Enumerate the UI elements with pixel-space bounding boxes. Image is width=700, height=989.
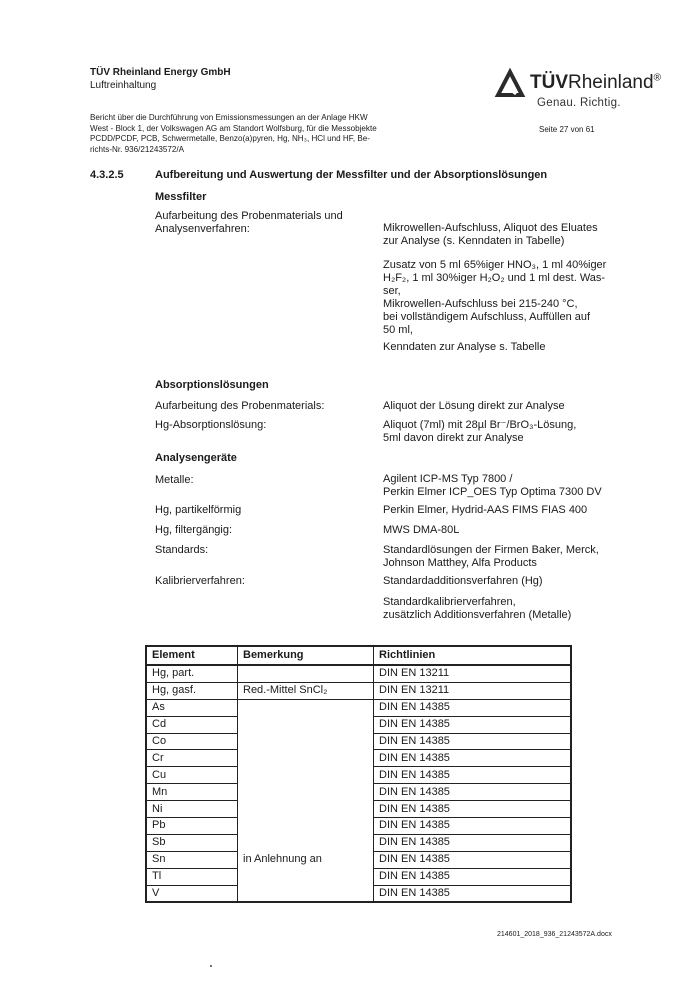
cell-element: Cr xyxy=(146,750,238,767)
geraete-standards-value: Standardlösungen der Firmen Baker, Merck, Johnson Matthey, Alfa Products xyxy=(383,544,599,569)
table-row xyxy=(146,733,571,750)
page-number: Seite 27 von 61 xyxy=(539,125,595,134)
cell-element: Hg, part. xyxy=(146,665,238,682)
geraete-kalib-value-1: Standardadditionsverfahren (Hg) xyxy=(383,575,543,587)
cell-element: As xyxy=(146,699,238,716)
table-row xyxy=(146,851,571,868)
report-line: PCDD/PCDF, PCB, Schwermetalle, Benzo(a)pyren, Hg, NH₃, HCl und HF, Be- xyxy=(90,134,370,144)
geraete-hg-filt-label: Hg, filtergängig: xyxy=(155,524,233,536)
report-line: West - Block 1, der Volkswagen AG am Standort Wolfsburg, für die Messobjekte xyxy=(90,123,377,133)
tuv-brand-name: TÜVRheinland® xyxy=(530,72,661,93)
messfilter-heading: Messfilter xyxy=(155,191,207,203)
absorption-hg-label: Hg-Absorptionslösung: xyxy=(155,419,267,431)
table-row xyxy=(146,784,571,801)
table-row xyxy=(146,767,571,784)
analysis-table xyxy=(145,645,572,903)
geraete-standards-label: Standards: xyxy=(155,544,209,556)
cell-element: Cu xyxy=(146,767,238,784)
cell-element: Mn xyxy=(146,784,238,801)
tuv-slogan: Genau. Richtig. xyxy=(537,97,621,109)
geraete-hg-part-value: Perkin Elmer, Hydrid-AAS FIMS FIAS 400 xyxy=(383,504,588,516)
cell-richtlinie: DIN EN 14385 xyxy=(374,699,572,716)
cell-bemerkung: in Anlehnung an xyxy=(238,851,374,868)
table-header-row xyxy=(146,646,571,665)
cell-richtlinie: DIN EN 14385 xyxy=(374,851,572,868)
table-row xyxy=(146,834,571,851)
table-row xyxy=(146,868,571,885)
table-row xyxy=(146,716,571,733)
department-name: Luftreinhaltung xyxy=(90,80,157,91)
cell-bemerkung xyxy=(238,750,374,767)
messfilter-kenndaten: Kenndaten zur Analyse s. Tabelle xyxy=(383,341,546,353)
cell-richtlinie: DIN EN 14385 xyxy=(374,868,572,885)
table-row xyxy=(146,699,571,716)
cell-element: Pb xyxy=(146,818,238,835)
table-row xyxy=(146,665,571,682)
cell-bemerkung xyxy=(238,818,374,835)
geraete-metalle-label: Metalle: xyxy=(155,474,194,486)
cell-richtlinie: DIN EN 13211 xyxy=(374,665,572,682)
company-name: TÜV Rheinland Energy GmbH xyxy=(90,67,231,78)
scan-speck xyxy=(210,965,212,967)
column-header-richtlinien: Richtlinien xyxy=(374,646,572,665)
cell-bemerkung xyxy=(238,784,374,801)
cell-bemerkung xyxy=(238,716,374,733)
cell-richtlinie: DIN EN 14385 xyxy=(374,834,572,851)
cell-richtlinie: DIN EN 14385 xyxy=(374,885,572,902)
cell-richtlinie: DIN EN 14385 xyxy=(374,784,572,801)
cell-element: Cd xyxy=(146,716,238,733)
cell-bemerkung: Red.-Mittel SnCl₂ xyxy=(238,682,374,699)
footer-filename: 214601_2018_936_21243572A.docx xyxy=(497,931,612,938)
cell-bemerkung xyxy=(238,834,374,851)
table-row xyxy=(146,682,571,699)
table-row xyxy=(146,885,571,902)
absorption-prep-value: Aliquot der Lösung direkt zur Analyse xyxy=(383,400,565,412)
report-description xyxy=(90,113,450,156)
section-title: Aufbereitung und Auswertung der Messfilter und der Absorptionslösungen xyxy=(155,169,548,181)
section-number: 4.3.2.5 xyxy=(90,169,124,181)
cell-bemerkung xyxy=(238,868,374,885)
geraete-kalib-value-2: Standardkalibrierverfahren, zusätzlich Additionsverfahren (Metalle) xyxy=(383,596,572,621)
cell-element: Hg, gasf. xyxy=(146,682,238,699)
cell-bemerkung xyxy=(238,733,374,750)
cell-richtlinie: DIN EN 14385 xyxy=(374,750,572,767)
cell-richtlinie: DIN EN 14385 xyxy=(374,767,572,784)
cell-element: V xyxy=(146,885,238,902)
geraete-metalle-value: Agilent ICP-MS Typ 7800 / Perkin Elmer ICP_OES Typ Optima 7300 DV xyxy=(383,473,602,498)
absorption-heading: Absorptionslösungen xyxy=(155,379,269,391)
cell-element: Tl xyxy=(146,868,238,885)
table-row xyxy=(146,818,571,835)
report-line: Bericht über die Durchführung von Emissionsmessungen an der Anlage HKW xyxy=(90,113,368,122)
report-line: richts-Nr. 936/21243572/A xyxy=(90,145,185,155)
cell-bemerkung xyxy=(238,699,374,716)
geraete-hg-part-label: Hg, partikelförmig xyxy=(155,504,242,516)
geraete-hg-filt-value: MWS DMA-80L xyxy=(383,524,460,536)
geraete-heading: Analysengeräte xyxy=(155,452,237,464)
cell-richtlinie: DIN EN 13211 xyxy=(374,682,572,699)
table-row xyxy=(146,750,571,767)
column-header-element: Element xyxy=(146,646,238,665)
cell-bemerkung xyxy=(238,885,374,902)
cell-richtlinie: DIN EN 14385 xyxy=(374,801,572,818)
cell-richtlinie: DIN EN 14385 xyxy=(374,818,572,835)
cell-element: Sb xyxy=(146,834,238,851)
cell-bemerkung xyxy=(238,665,374,682)
absorption-hg-value: Aliquot (7ml) mit 28µl Br⁻/BrO₃-Lösung, 5ml davon direkt zur Analyse xyxy=(383,419,577,444)
cell-element: Sn xyxy=(146,851,238,868)
absorption-prep-label: Aufarbeitung des Probenmaterials: xyxy=(155,400,325,412)
cell-bemerkung xyxy=(238,767,374,784)
column-header-bemerkung: Bemerkung xyxy=(238,646,374,665)
table-row xyxy=(146,801,571,818)
cell-richtlinie: DIN EN 14385 xyxy=(374,716,572,733)
cell-richtlinie: DIN EN 14385 xyxy=(374,733,572,750)
geraete-kalib-label: Kalibrierverfahren: xyxy=(155,575,245,587)
cell-bemerkung xyxy=(238,801,374,818)
messfilter-method: Mikrowellen-Aufschluss, Aliquot des Eluates zur Analyse (s. Kenndaten in Tabelle) xyxy=(383,222,598,247)
messfilter-label: Aufarbeitung des Probenmaterials und Analysenverfahren: xyxy=(155,210,343,235)
messfilter-digestion: Zusatz von 5 ml 65%iger HNO₃, 1 ml 40%iger H₂F₂, 1 ml 30%iger H₂O₂ und 1 ml dest. Was- ser, Mikrowellen-Aufschluss bei 215-240 °C, bei vollständigem Aufschluss, Auffüllen auf 50 ml, xyxy=(383,259,607,336)
cell-element: Ni xyxy=(146,801,238,818)
cell-element: Co xyxy=(146,733,238,750)
